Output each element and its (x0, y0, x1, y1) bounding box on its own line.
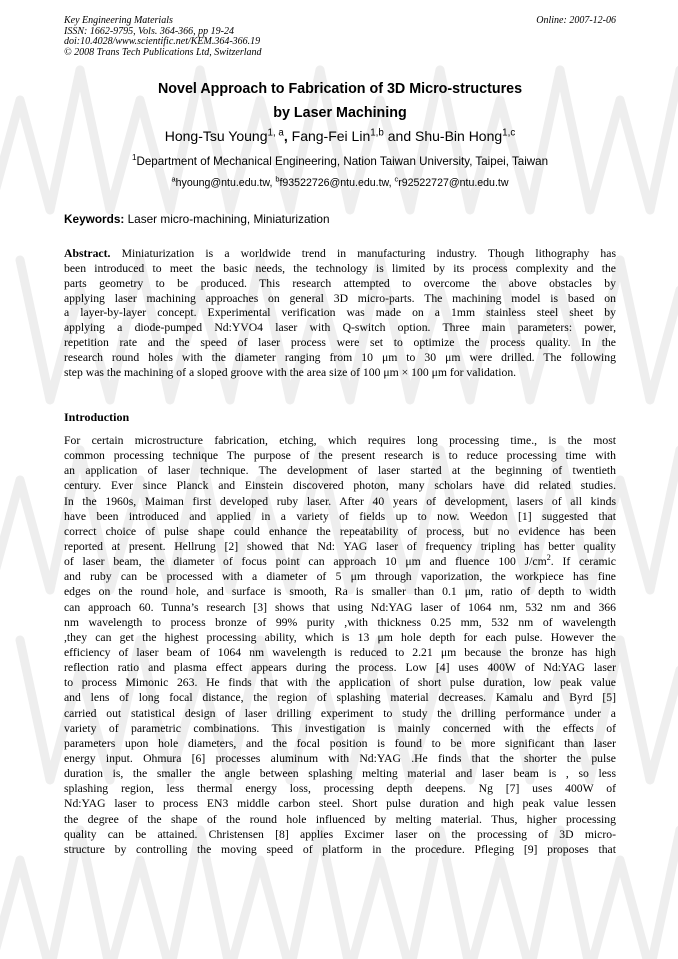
author-name: Fang-Fei Lin (291, 128, 371, 144)
introduction-body (64, 433, 616, 857)
introduction-line: reflection ratio and plasma effect appears during the process. Low [4] uses 400W of Nd:YAG laser (64, 661, 616, 675)
email-superscript: a (171, 174, 176, 184)
abstract-line (64, 247, 616, 262)
email-link[interactable]: f93522726@ntu.edu.tw (279, 177, 389, 189)
introduction-line: duration is, the smaller the angle between splashing melting material and laser beam is , so less (64, 767, 616, 781)
abstract-line: applying laser machining approaches on general 3D micro-parts. The machining model is based on (64, 291, 616, 305)
affiliation-text: Department of Mechanical Engineering, Nation Taiwan University, Taipei, Taiwan (136, 155, 549, 168)
watermark-stroke (620, 260, 678, 400)
abstract-line: been introduced to meet the basic needs, the technology is limited by its process complexity and the (64, 261, 616, 275)
introduction-line (64, 554, 616, 569)
email-link[interactable]: r92522727@ntu.edu.tw (398, 177, 509, 189)
abstract (64, 247, 616, 381)
online-date: Online: 2007-12-06 (536, 15, 616, 26)
abstract-line-text: Miniaturization is a worldwide trend in manufacturing industry. Though lithography has (110, 247, 616, 260)
watermark-stroke (620, 640, 678, 780)
introduction-line: the degree of the shape of the round hole influenced by melting material. Thus, higher processing (64, 812, 616, 826)
introduction-line: parameters upon hole diameters, and the focal position is found to be more significant than laser (64, 736, 616, 750)
introduction-line: nm wavelength to process bronze of 99% purity ,with thickness 0.25 mm, 532 nm of wavelength (64, 615, 616, 629)
author-name: Shu-Bin Hong (415, 128, 503, 144)
introduction-line: splashing region, less thermal energy loss, processing depth deepens. Ng [7] uses 400W of (64, 782, 616, 796)
introduction-line-text: of laser beam, the diameter of focus point can approach 10 μm and fluence 100 J/cm (64, 555, 547, 569)
introduction-line: edges on the round hole, and surface is smooth, Ra is smaller than 0.1 μm, ratio of depth to width (64, 585, 616, 599)
author-emails (64, 174, 616, 189)
paper-title-line-1: Novel Approach to Fabrication of 3D Micro-structures (157, 81, 523, 97)
introduction-line: In the 1960s, Maiman first developed ruby laser. After 40 years of development, lasers of all kinds (64, 494, 616, 508)
introduction-line: to process Mimonic 263. He finds that with the application of short pulse duration, low peak value (64, 676, 616, 690)
email-superscript: c (394, 174, 399, 184)
introduction-line: variety of parametric combinations. This investigation is mainly concerned with the effects of (64, 721, 616, 735)
issn-line: ISSN: 1662-9795, Vols. 364-366, pp 19-24 (64, 25, 234, 37)
keywords (64, 212, 616, 226)
author-separator: , (283, 128, 292, 144)
abstract-line: applying a diode-pumped Nd:YVO4 laser with Q-switch option. Three main parameters: power, (64, 321, 616, 335)
introduction-line: quality can be attained. Christensen [8] applies Excimer laser on the processing of 3D micro- (64, 827, 616, 841)
keywords-text: Laser micro-machining, Miniaturization (127, 212, 330, 226)
introduction-line: ,they can get the highest processing ability, which is 13 μm hole depth for each pulse. However the (64, 630, 616, 644)
copyright-line: © 2008 Trans Tech Publications Ltd, Switzerland (64, 46, 262, 58)
email-separator: , (269, 177, 276, 189)
keywords-label: Keywords: (64, 212, 125, 226)
author-and: and (383, 128, 415, 144)
author-name: Hong-Tsu Young (164, 128, 268, 144)
abstract-line: a layer-by-layer concept. Experimental verification was made on a 1mm stainless steel sheet by (64, 306, 616, 320)
introduction-line: and ruby can be processed with a diameter of 5 μm through vaporization, the workpiece has fine (64, 570, 616, 584)
introduction-line: can approach 60. Tunna’s research [3] shows that using Nd:YAG laser of 1064 nm, 532 nm and 366 (64, 600, 616, 614)
author-superscript: 1,b (370, 127, 384, 139)
author-superscript: 1, a (267, 127, 284, 139)
introduction-line: Nd:YAG laser to process EN3 middle carbon steel. Short pulse duration and high peak value lessen (64, 797, 616, 811)
introduction-line: common processing technique The purpose of the present research is to reduce processing time with (64, 449, 616, 463)
introduction-line-text: . If ceramic (550, 555, 616, 569)
introduction-line: reported at present. Hellrung [2] showed that Nd: YAG laser of frequency tripling has better quality (64, 539, 616, 553)
introduction-line: an application of laser technique. The development of laser started at the beginning of twentieth (64, 464, 616, 478)
introduction-line: have been introduced and applied in a variety of fields up to now. Weedon [1] suggested that (64, 509, 616, 523)
introduction-line: and lens of long focal distance, the region of splashing material decreases. Kamalu and Byrd [5] (64, 691, 616, 705)
abstract-line: step was the machining of a sloped groove with the area size of 100 μm × 100 μm for validation. (64, 365, 517, 379)
introduction-line: structure by controlling the moving speed of platform in the procedure. Pfleging [9] proposes that (64, 842, 616, 856)
introduction-line: For certain microstructure fabrication, etching, which requires long processing time., is the most (64, 434, 616, 447)
author-superscript: 1,c (502, 127, 516, 139)
email-separator: , (388, 177, 395, 189)
abstract-label: Abstract. (64, 247, 111, 260)
introduction-line: carried out statistical design of laser drilling experiment to study the drilling performance under a (64, 706, 616, 720)
journal-name: Key Engineering Materials (64, 15, 173, 26)
abstract-line: repetition rate and the speed of laser process were set to optimize the process quality. In the (64, 336, 616, 350)
paper-title-line-2: by Laser Machining (273, 105, 407, 121)
affiliation (64, 155, 616, 168)
email-link[interactable]: hyoung@ntu.edu.tw (175, 177, 270, 189)
introduction-line: energy input. Ohmura [6] processes aluminum with Nd:YAG .He finds that the shorter the pulse (64, 751, 616, 765)
introduction-line: correct choice of pulse shape could enhance the repeatability of process, but no evidence has been (64, 524, 616, 538)
author-list (64, 128, 616, 144)
unit-superscript: 2 (546, 554, 551, 563)
abstract-line: research round holes with the diameter ranging from 10 μm to 30 μm were drilled. The following (64, 350, 616, 364)
affiliation-superscript: 1 (131, 153, 137, 163)
introduction-line: efficiency of laser beam of 1064 nm wavelength is reduced to 2.21 μm because the bronze has high (64, 645, 616, 659)
abstract-line: parts geometry to be produced. This research attempted to overcome the above obstacles by (64, 276, 616, 290)
journal-header (64, 16, 616, 58)
doi-line: doi:10.4028/www.scientific.net/KEM.364-366.19 (64, 36, 261, 47)
section-heading-introduction: Introduction (64, 410, 130, 424)
email-superscript: b (275, 174, 280, 184)
introduction-line: century. Ever since Planck and Einstein discovered photon, many scholars have did related studies. (64, 479, 616, 493)
